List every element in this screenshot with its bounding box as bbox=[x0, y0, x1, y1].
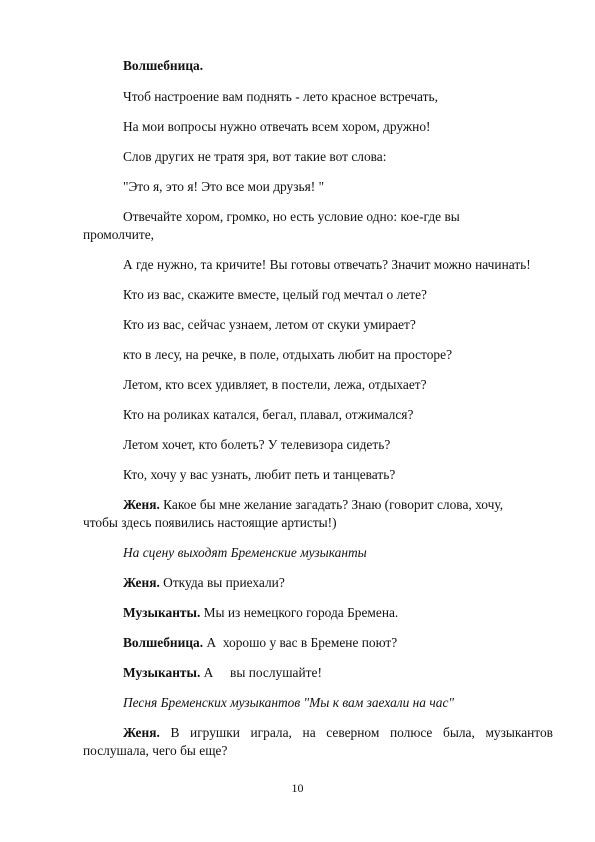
text-line: Слов других не тратя зря, вот такие вот слова: bbox=[123, 149, 387, 164]
speaker-zhenya: Женя. bbox=[123, 497, 160, 512]
stage-direction-song: Песня Бременских музыкантов "Мы к вам заехали на час" bbox=[123, 695, 455, 710]
line-text: А вы послушайте! bbox=[200, 665, 322, 680]
text-line: промолчите, bbox=[83, 227, 155, 242]
text-line: послушала, чего бы еще? bbox=[83, 743, 228, 758]
text-line: Кто из вас, сейчас узнаем, летом от скуки умирает? bbox=[123, 317, 416, 332]
text-line bbox=[123, 725, 553, 741]
text-line bbox=[123, 605, 398, 621]
speaker-volshebnitsa: Волшебница. bbox=[123, 58, 204, 73]
text-line bbox=[123, 497, 503, 513]
text-line: Кто из вас, скажите вместе, целый год мечтал о лете? bbox=[123, 287, 427, 302]
text-line: Чтоб настроение вам поднять - лето красное встречать, bbox=[123, 89, 438, 104]
line-text: В игрушки играла, на северном полюсе была, музыкантов bbox=[159, 725, 553, 740]
speaker-volshebnitsa: Волшебница. bbox=[123, 635, 204, 650]
text-line: А где нужно, та кричите! Вы готовы отвечать? Значит можно начинать! bbox=[123, 257, 531, 272]
text-line: чтобы здесь появились настоящие артисты!) bbox=[83, 515, 337, 530]
speaker-zhenya: Женя. bbox=[123, 725, 160, 740]
text-line: кто в лесу, на речке, в поле, отдыхать любит на просторе? bbox=[123, 347, 453, 362]
text-line: На мои вопросы нужно отвечать всем хором, дружно! bbox=[123, 119, 431, 134]
line-text: Мы из немецкого города Бремена. bbox=[200, 605, 399, 620]
line-text: А хорошо у вас в Бремене поют? bbox=[203, 635, 398, 650]
speaker-muzykanty: Музыканты. bbox=[123, 605, 201, 620]
page-number: 10 bbox=[291, 781, 304, 795]
text-line: "Это я, это я! Это все мои друзья! " bbox=[123, 179, 325, 194]
text-line: Отвечайте хором, громко, но есть условие одно: кое-где вы bbox=[123, 209, 460, 224]
text-line: Летом, кто всех удивляет, в постели, лежа, отдыхает? bbox=[123, 377, 427, 392]
speaker-muzykanty: Музыканты. bbox=[123, 665, 201, 680]
text-line bbox=[123, 635, 397, 651]
stage-direction: На сцену выходят Бременские музыканты bbox=[123, 545, 367, 560]
text-line: Кто, хочу у вас узнать, любит петь и танцевать? bbox=[123, 467, 396, 482]
speaker-zhenya: Женя. bbox=[123, 575, 160, 590]
text-line bbox=[123, 575, 285, 591]
text-line: Летом хочет, кто болеть? У телевизора сидеть? bbox=[123, 437, 391, 452]
text-line: Кто на роликах катался, бегал, плавал, отжимался? bbox=[123, 407, 414, 422]
line-text: Какое бы мне желание загадать? Знаю (говорит слова, хочу, bbox=[159, 497, 504, 512]
line-text: Откуда вы приехали? bbox=[159, 575, 285, 590]
text-line bbox=[123, 665, 322, 681]
